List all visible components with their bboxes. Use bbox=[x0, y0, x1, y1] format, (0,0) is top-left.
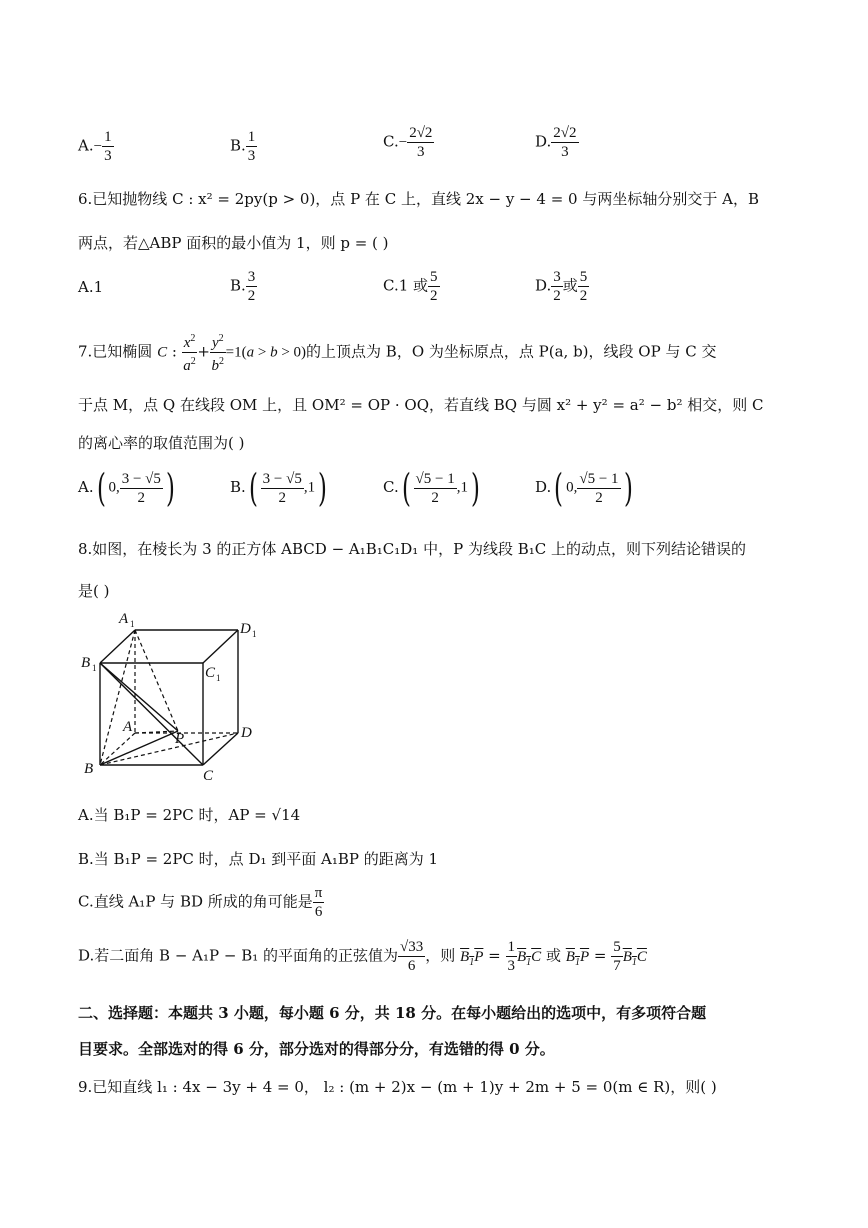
subscript: 1 bbox=[216, 673, 221, 683]
q5-option-a: A.− $\frac{1}{3}$ bbox=[78, 129, 112, 164]
fraction: $\frac{5}{7}$ bbox=[613, 939, 621, 974]
label-d1: D bbox=[240, 621, 251, 637]
q6-line2: 两点，若△ABP 面积的最小值为 1，则 p = ( ) bbox=[78, 234, 389, 252]
subscript: 1 bbox=[130, 619, 135, 629]
fraction: $\frac{1}{3}$ bbox=[247, 129, 256, 164]
q8-option-a: A.当 B₁P = 2PC 时，AP = √14 bbox=[78, 806, 301, 824]
q7-option-c: C.( $\frac{√5 - 1}{2}$ ,1) bbox=[383, 466, 480, 510]
q5-option-c: C.− $\frac{2√2}{3}$ bbox=[383, 125, 433, 160]
option-label: C. bbox=[383, 132, 399, 151]
option-label: B. bbox=[230, 136, 246, 155]
label-a1: A bbox=[119, 611, 129, 627]
q6-line1: 6.已知抛物线 C : x² = 2py(p > 0)，点 P 在 C 上，直线 2x − y − 4 = 0 与两坐标轴分别交于 A，B bbox=[78, 190, 759, 208]
q5-option-b bbox=[230, 128, 257, 165]
cube-figure bbox=[75, 605, 270, 785]
section2-line1: 二、选择题：本题共 3 小题，每小题 6 分，共 18 分。在每小题给出的选项中，有多项符合题 bbox=[78, 1004, 707, 1022]
or-text: 或 bbox=[562, 276, 578, 295]
q6-option-b bbox=[230, 268, 257, 305]
option-label: B. bbox=[230, 276, 246, 295]
q7-option-b: B.( $\frac{3 - √5}{2}$ ,1) bbox=[230, 466, 327, 510]
text: ，则 bbox=[425, 946, 456, 965]
q8-option-c bbox=[78, 884, 324, 921]
q7-line3: 的离心率的取值范围为( ) bbox=[78, 434, 245, 452]
fraction: $\frac{x^2}{a^2}$ bbox=[182, 330, 198, 375]
text: 或 bbox=[545, 946, 561, 965]
fraction: $\frac{1}{3}$ bbox=[507, 939, 515, 974]
label-c1: C bbox=[205, 665, 216, 681]
text: 的上顶点为 B，O 为坐标原点，点 P(a, b)，线段 OP 与 C 交 bbox=[306, 342, 717, 361]
q8-line1: 8.如图，在棱长为 3 的正方体 ABCD − A₁B₁C₁D₁ 中，P 为线段 B₁C 上的动点，则下列结论错误的 bbox=[78, 540, 746, 558]
fraction: $\frac{1}{3}$ bbox=[104, 129, 112, 164]
label-d: D bbox=[241, 725, 252, 741]
fraction: $\frac{3 - √5}{2}$ bbox=[121, 470, 161, 506]
option-label: D. bbox=[535, 276, 552, 295]
q7-line2: 于点 M，点 Q 在线段 OM 上，且 OM² = OP · OQ，若直线 BQ 与圆 x² + y² = a² − b² 相交，则 C bbox=[78, 396, 764, 414]
option-label: C. bbox=[383, 478, 399, 496]
fraction: $\frac{3 - √5}{2}$ bbox=[262, 470, 302, 506]
option-label: A. bbox=[78, 136, 94, 155]
fraction: $\frac{3}{2}$ bbox=[247, 269, 256, 304]
fraction: $\frac{√5 - 1}{2}$ bbox=[579, 470, 619, 506]
q7-line1: 7.已知椭圆 C : $\frac{x^2}{a^2}$ + $\frac{y^2}{b^2}$ =1(a > b > 0)的上顶点为 B，O 为坐标原点，点 P(a, b)，线段 OP 与 C 交 bbox=[78, 330, 716, 375]
q7-option-d: D.( 0, $\frac{√5 - 1}{2}$ ) bbox=[535, 466, 633, 510]
label-b: B bbox=[84, 761, 94, 777]
subscript: 1 bbox=[252, 629, 257, 639]
label-a: A bbox=[123, 719, 133, 735]
q8-option-b: B.当 B₁P = 2PC 时，点 D₁ 到平面 A₁BP 的距离为 1 bbox=[78, 850, 439, 868]
q8-line2: 是( ) bbox=[78, 582, 110, 600]
fraction: $\frac{3}{2}$ bbox=[553, 269, 561, 304]
label-p: P bbox=[175, 731, 185, 747]
text: 7.已知椭圆 bbox=[78, 342, 153, 361]
q8-option-d: D.若二面角 B − A₁P − B₁ 的平面角的正弦值为 $\frac{√33}{6}$ ，则 $B_1P$ = $\frac{1}{3}$ $B_1C$ 或 $B_1P$ = $\frac{5}{7}$ $B_1C$ bbox=[78, 939, 647, 974]
q9-line1: 9.已知直线 l₁ : 4x − 3y + 4 = 0， l₂ : (m + 2)x − (m + 1)y + 2m + 5 = 0(m ∈ R)，则( ) bbox=[78, 1078, 717, 1096]
option-label: A. bbox=[78, 478, 94, 496]
option-label: C.1 或 bbox=[383, 276, 429, 295]
q6-option-a: A.1 bbox=[78, 278, 104, 296]
fraction: $\frac{\pi}{6}$ bbox=[314, 885, 323, 920]
q5-option-d bbox=[535, 124, 579, 161]
section2-line2: 目要求。全部选对的得 6 分，部分选对的得部分分，有选错的得 0 分。 bbox=[78, 1040, 555, 1058]
q6-option-c bbox=[383, 268, 440, 305]
fraction: $\frac{5}{2}$ bbox=[579, 269, 588, 304]
fraction: $\frac{√5 - 1}{2}$ bbox=[415, 470, 455, 506]
label-b1: B bbox=[81, 655, 91, 671]
text: C.直线 A₁P 与 BD 所成的角可能是 bbox=[78, 892, 313, 911]
fraction: $\frac{2√2}{3}$ bbox=[553, 125, 577, 160]
q7-option-a: A.( 0, $\frac{3 - √5}{2}$ ) bbox=[78, 466, 175, 510]
fraction: $\frac{5}{2}$ bbox=[430, 269, 438, 304]
label-c: C bbox=[203, 768, 214, 784]
fraction: $\frac{√33}{6}$ bbox=[400, 939, 424, 974]
option-label: B. bbox=[230, 478, 246, 496]
fraction: $\frac{y^2}{b^2}$ bbox=[210, 330, 226, 375]
option-label: D. bbox=[535, 132, 552, 151]
subscript: 1 bbox=[92, 663, 97, 673]
fraction: $\frac{2√2}{3}$ bbox=[409, 125, 433, 160]
option-label: D. bbox=[535, 478, 552, 496]
text: D.若二面角 B − A₁P − B₁ 的平面角的正弦值为 bbox=[78, 946, 399, 965]
q6-option-d bbox=[535, 268, 589, 305]
